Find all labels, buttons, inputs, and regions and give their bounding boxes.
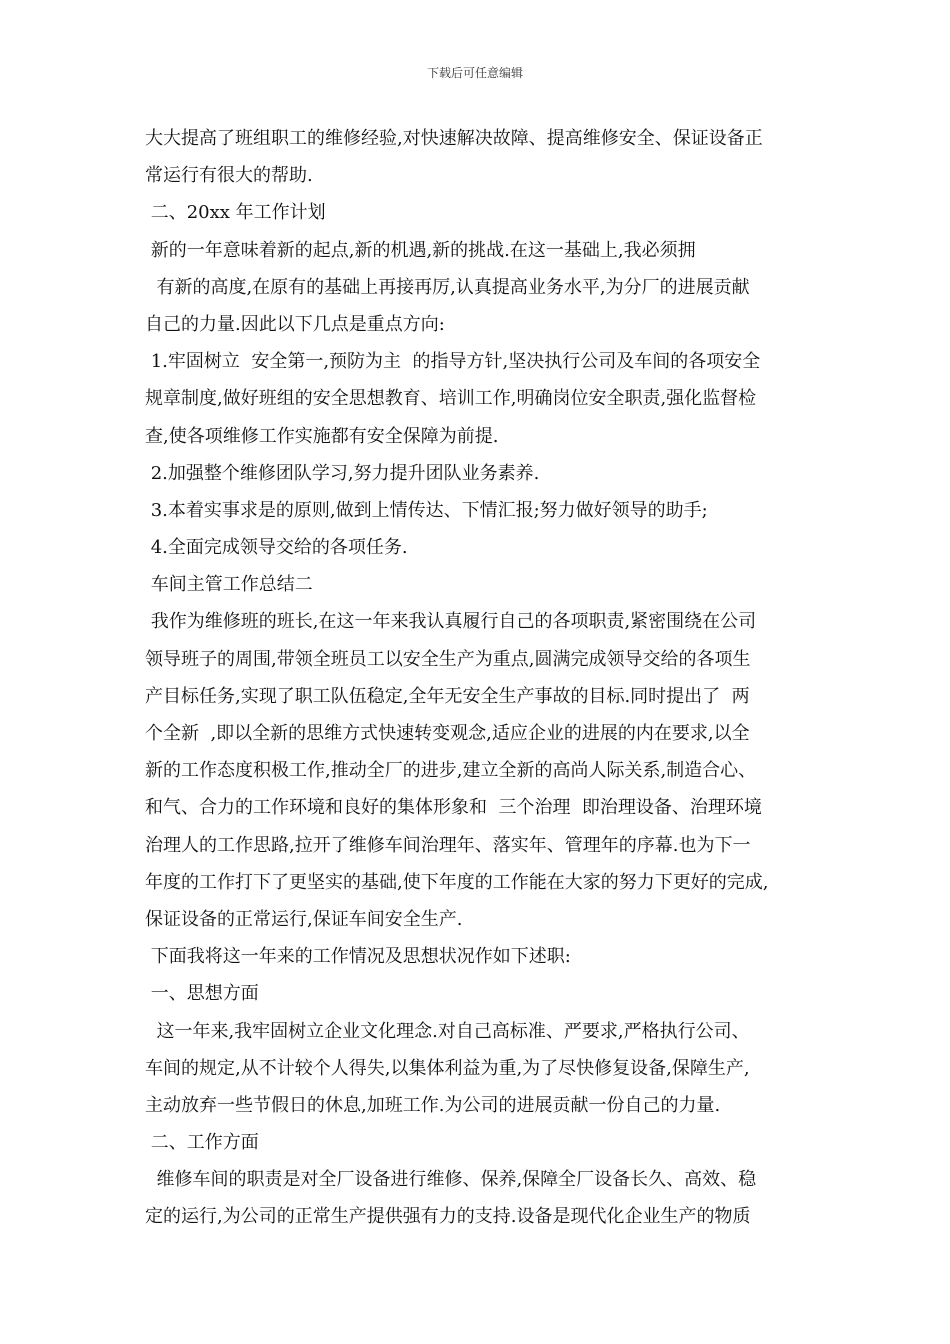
body-line: 二、20xx 年工作计划 [145, 202, 326, 224]
body-line: 和气、合力的工作环境和良好的集体形象和 三个治理 即治理设备、治理环境 [145, 797, 762, 819]
body-line: 有新的高度,在原有的基础上再接再厉,认真提高业务水平,为分厂的进展贡献 [145, 276, 750, 298]
document-body [145, 120, 815, 1236]
body-line: 产目标任务,实现了职工队伍稳定,全年无安全生产事故的目标.同时提出了 两 [145, 685, 750, 707]
body-line: 常运行有很大的帮助. [145, 165, 313, 187]
body-line: 新的工作态度积极工作,推动全厂的进步,建立全新的高尚人际关系,制造合心、 [145, 760, 757, 782]
body-line: 3.本着实事求是的原则,做到上情传达、下情汇报;努力做好领导的助手; [145, 499, 708, 521]
body-line: 年度的工作打下了更坚实的基础,使下年度的工作能在大家的努力下更好的完成, [145, 871, 769, 893]
body-line: 治理人的工作思路,拉开了维修车间治理年、落实年、管理年的序幕.也为下一 [145, 834, 751, 856]
body-line: 车间的规定,从不计较个人得失,以集体利益为重,为了尽快修复设备,保障生产, [145, 1057, 750, 1079]
body-line: 个全新 ,即以全新的思维方式快速转变观念,适应企业的进展的内在要求,以全 [145, 723, 750, 744]
body-line: 我作为维修班的班长,在这一年来我认真履行自己的各项职责,紧密围绕在公司 [145, 611, 757, 633]
body-line: 维修车间的职责是对全厂设备进行维修、保养,保障全厂设备长久、高效、稳 [145, 1169, 757, 1191]
body-line: 下面我将这一年来的工作情况及思想状况作如下述职: [145, 946, 571, 968]
body-line: 新的一年意味着新的起点,新的机遇,新的挑战.在这一基础上,我必须拥 [145, 239, 696, 261]
body-line: 查,使各项维修工作实施都有安全保障为前提. [145, 425, 499, 447]
body-line: 1.牢固树立 安全第一,预防为主 的指导方针,坚决执行公司及车间的各项安全 [145, 351, 761, 373]
page-header: 下载后可任意编辑 [426, 66, 523, 80]
body-line: 主动放弃一些节假日的休息,加班工作.为公司的进展贡献一份自己的力量. [145, 1094, 721, 1116]
body-line: 2.加强整个维修团队学习,努力提升团队业务素养. [145, 462, 540, 484]
body-line: 大大提高了班组职工的维修经验,对快速解决故障、提高维修安全、保证设备正 [145, 128, 763, 149]
body-line: 规章制度,做好班组的安全思想教育、培训工作,明确岗位安全职责,强化监督检 [145, 388, 757, 410]
body-line: 4.全面完成领导交给的各项任务. [145, 537, 408, 559]
body-line: 一、思想方面 [145, 983, 259, 1005]
body-line: 领导班子的周围,带领全班员工以安全生产为重点,圆满完成领导交给的各项生 [145, 648, 751, 670]
body-line: 二、工作方面 [145, 1132, 259, 1154]
body-line: 这一年来,我牢固树立企业文化理念.对自己高标准、严要求,严格执行公司、 [145, 1020, 750, 1042]
body-line: 车间主管工作总结二 [145, 574, 313, 596]
body-line: 保证设备的正常运行,保证车间安全生产. [145, 908, 463, 930]
body-line: 定的运行,为公司的正常生产提供强有力的支持.设备是现代化企业生产的物质 [145, 1206, 751, 1228]
body-line: 自己的力量.因此以下几点是重点方向: [145, 313, 445, 335]
